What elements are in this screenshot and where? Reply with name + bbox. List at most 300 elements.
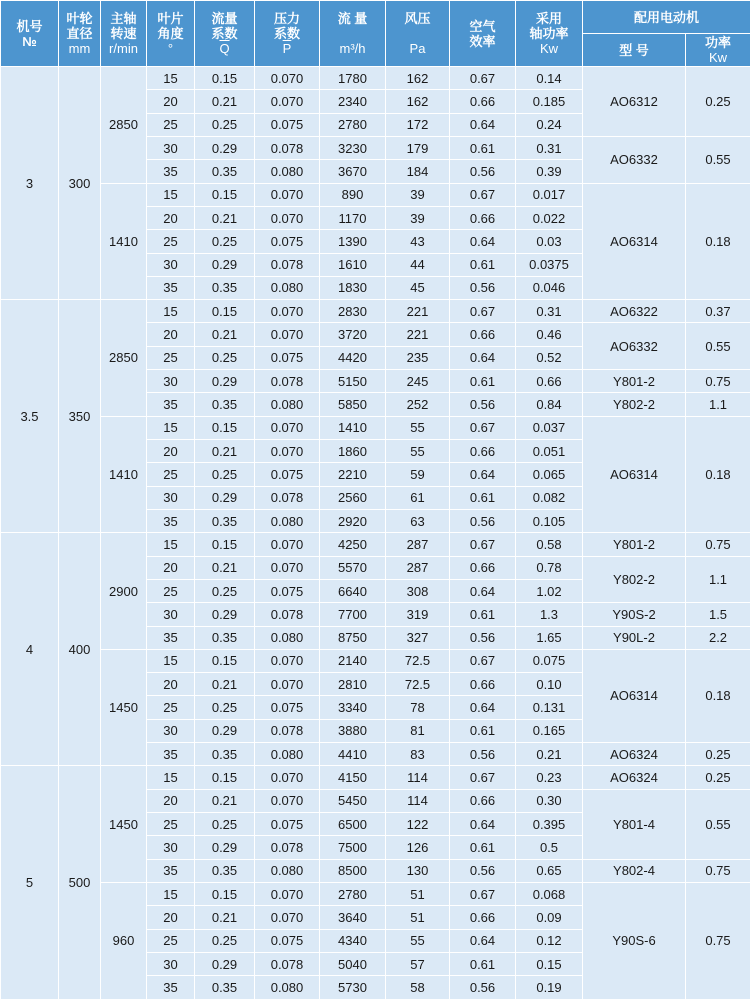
wind-pressure-cell: 122: [386, 813, 450, 836]
blade-angle-cell: 35: [147, 276, 195, 299]
air-efficiency-cell: 0.61: [450, 136, 516, 159]
wind-pressure-cell: 57: [386, 952, 450, 975]
wind-pressure-cell: 245: [386, 370, 450, 393]
flow-coefficient-cell: 0.21: [195, 206, 255, 229]
shaft-power-cell: 0.082: [516, 486, 583, 509]
header-pressure-coefficient: 压力 系数 $\overline{P}$: [255, 1, 320, 67]
blade-angle-cell: 25: [147, 696, 195, 719]
pressure-coefficient-cell: 0.078: [255, 836, 320, 859]
pressure-coefficient-cell: 0.075: [255, 696, 320, 719]
header-shaft-power: 采用 轴功率 Kw: [516, 1, 583, 67]
flow-rate-cell: 890: [320, 183, 386, 206]
air-efficiency-cell: 0.66: [450, 906, 516, 929]
blade-angle-cell: 15: [147, 416, 195, 439]
shaft-power-cell: 0.09: [516, 906, 583, 929]
table-row: [1, 183, 750, 206]
pressure-coefficient-cell: 0.078: [255, 136, 320, 159]
wind-pressure-cell: 43: [386, 230, 450, 253]
wind-pressure-cell: 39: [386, 183, 450, 206]
shaft-power-cell: 0.23: [516, 766, 583, 789]
air-efficiency-cell: 0.67: [450, 766, 516, 789]
motor-power-cell: 2.2: [686, 626, 750, 649]
motor-model-cell: AO6332: [583, 136, 686, 183]
shaft-speed-cell: 1410: [101, 416, 147, 533]
blade-angle-cell: 15: [147, 649, 195, 672]
shaft-power-cell: 0.24: [516, 113, 583, 136]
wind-pressure-cell: 61: [386, 486, 450, 509]
flow-rate-cell: 2810: [320, 673, 386, 696]
pressure-coefficient-cell: 0.075: [255, 113, 320, 136]
flow-rate-cell: 3880: [320, 719, 386, 742]
shaft-power-cell: 0.068: [516, 882, 583, 905]
air-efficiency-cell: 0.56: [450, 976, 516, 1000]
motor-power-cell: 0.18: [686, 649, 750, 742]
flow-coefficient-cell: 0.15: [195, 183, 255, 206]
shaft-power-cell: 0.0375: [516, 253, 583, 276]
flow-rate-cell: 3720: [320, 323, 386, 346]
air-efficiency-cell: 0.64: [450, 346, 516, 369]
flow-coefficient-cell: 0.15: [195, 766, 255, 789]
pressure-coefficient-cell: 0.070: [255, 90, 320, 113]
shaft-power-cell: 0.017: [516, 183, 583, 206]
flow-coefficient-cell: 0.15: [195, 300, 255, 323]
flow-coefficient-cell: 0.35: [195, 160, 255, 183]
flow-rate-cell: 2140: [320, 649, 386, 672]
blade-angle-cell: 20: [147, 789, 195, 812]
pressure-coefficient-cell: 0.078: [255, 486, 320, 509]
motor-power-cell: 0.25: [686, 743, 750, 766]
pressure-coefficient-cell: 0.078: [255, 719, 320, 742]
blade-angle-cell: 30: [147, 136, 195, 159]
pressure-coefficient-cell: 0.070: [255, 323, 320, 346]
pressure-coefficient-cell: 0.080: [255, 743, 320, 766]
blade-angle-cell: 25: [147, 579, 195, 602]
blade-angle-cell: 15: [147, 766, 195, 789]
shaft-speed-cell: 960: [101, 882, 147, 999]
shaft-power-cell: 0.046: [516, 276, 583, 299]
flow-coefficient-cell: 0.29: [195, 486, 255, 509]
air-efficiency-cell: 0.64: [450, 929, 516, 952]
machine-no-cell: 3: [1, 67, 59, 300]
flow-rate-cell: 3230: [320, 136, 386, 159]
shaft-power-cell: 0.19: [516, 976, 583, 1000]
pressure-coefficient-cell: 0.070: [255, 766, 320, 789]
motor-power-cell: 0.75: [686, 859, 750, 882]
flow-coefficient-cell: 0.21: [195, 90, 255, 113]
motor-model-cell: AO6332: [583, 323, 686, 370]
wind-pressure-cell: 44: [386, 253, 450, 276]
motor-model-cell: Y801-2: [583, 533, 686, 556]
blade-angle-cell: 35: [147, 509, 195, 532]
air-efficiency-cell: 0.66: [450, 90, 516, 113]
wind-pressure-cell: 114: [386, 789, 450, 812]
wind-pressure-cell: 63: [386, 509, 450, 532]
blade-angle-cell: 35: [147, 743, 195, 766]
blade-angle-cell: 30: [147, 836, 195, 859]
air-efficiency-cell: 0.67: [450, 649, 516, 672]
flow-coefficient-cell: 0.15: [195, 416, 255, 439]
pressure-coefficient-cell: 0.070: [255, 206, 320, 229]
motor-power-cell: 1.1: [686, 556, 750, 603]
flow-rate-cell: 4250: [320, 533, 386, 556]
shaft-power-cell: 0.84: [516, 393, 583, 416]
wind-pressure-cell: 51: [386, 906, 450, 929]
shaft-power-cell: 1.02: [516, 579, 583, 602]
flow-rate-cell: 2920: [320, 509, 386, 532]
wind-pressure-cell: 81: [386, 719, 450, 742]
flow-coefficient-cell: 0.35: [195, 509, 255, 532]
motor-power-cell: 0.75: [686, 370, 750, 393]
flow-rate-cell: 4340: [320, 929, 386, 952]
shaft-power-cell: 0.65: [516, 859, 583, 882]
header-air-efficiency: 空气 效率: [450, 1, 516, 67]
flow-rate-cell: 5570: [320, 556, 386, 579]
flow-coefficient-cell: 0.29: [195, 719, 255, 742]
motor-model-cell: AO6324: [583, 743, 686, 766]
flow-rate-cell: 6500: [320, 813, 386, 836]
air-efficiency-cell: 0.67: [450, 67, 516, 90]
wind-pressure-cell: 179: [386, 136, 450, 159]
shaft-power-cell: 0.15: [516, 952, 583, 975]
impeller-diameter-cell: 350: [59, 300, 101, 533]
air-efficiency-cell: 0.64: [450, 113, 516, 136]
flow-coefficient-cell: 0.21: [195, 789, 255, 812]
flow-coefficient-cell: 0.29: [195, 370, 255, 393]
flow-rate-cell: 4420: [320, 346, 386, 369]
motor-model-cell: Y802-2: [583, 393, 686, 416]
wind-pressure-cell: 172: [386, 113, 450, 136]
air-efficiency-cell: 0.64: [450, 463, 516, 486]
air-efficiency-cell: 0.67: [450, 882, 516, 905]
wind-pressure-cell: 45: [386, 276, 450, 299]
blade-angle-cell: 25: [147, 113, 195, 136]
pressure-coefficient-cell: 0.070: [255, 649, 320, 672]
shaft-speed-cell: 2850: [101, 300, 147, 417]
air-efficiency-cell: 0.61: [450, 952, 516, 975]
air-efficiency-cell: 0.56: [450, 160, 516, 183]
shaft-power-cell: 0.5: [516, 836, 583, 859]
air-efficiency-cell: 0.67: [450, 300, 516, 323]
pressure-coefficient-cell: 0.080: [255, 976, 320, 1000]
flow-coefficient-cell: 0.29: [195, 253, 255, 276]
table-row: [1, 416, 750, 439]
air-efficiency-cell: 0.56: [450, 626, 516, 649]
flow-coefficient-cell: 0.21: [195, 323, 255, 346]
blade-angle-cell: 20: [147, 440, 195, 463]
shaft-power-cell: 0.39: [516, 160, 583, 183]
flow-rate-cell: 3670: [320, 160, 386, 183]
flow-rate-cell: 2340: [320, 90, 386, 113]
shaft-speed-cell: 2850: [101, 67, 147, 184]
motor-power-cell: 1.1: [686, 393, 750, 416]
flow-coefficient-cell: 0.29: [195, 603, 255, 626]
blade-angle-cell: 25: [147, 346, 195, 369]
flow-rate-cell: 4150: [320, 766, 386, 789]
flow-coefficient-cell: 0.21: [195, 673, 255, 696]
shaft-power-cell: 0.131: [516, 696, 583, 719]
shaft-power-cell: 0.395: [516, 813, 583, 836]
impeller-diameter-cell: 400: [59, 533, 101, 766]
blade-angle-cell: 25: [147, 230, 195, 253]
flow-rate-cell: 2210: [320, 463, 386, 486]
motor-model-cell: Y801-4: [583, 789, 686, 859]
flow-rate-cell: 1860: [320, 440, 386, 463]
pressure-coefficient-cell: 0.080: [255, 160, 320, 183]
air-efficiency-cell: 0.56: [450, 743, 516, 766]
motor-power-cell: 0.18: [686, 416, 750, 533]
flow-coefficient-cell: 0.25: [195, 463, 255, 486]
shaft-power-cell: 0.185: [516, 90, 583, 113]
header-flow-rate: 流 量 m³/h: [320, 1, 386, 67]
air-efficiency-cell: 0.56: [450, 509, 516, 532]
wind-pressure-cell: 55: [386, 440, 450, 463]
machine-no-cell: 4: [1, 533, 59, 766]
pressure-coefficient-cell: 0.070: [255, 882, 320, 905]
blade-angle-cell: 30: [147, 486, 195, 509]
table-row: [1, 882, 750, 905]
table-row: [1, 766, 750, 789]
blade-angle-cell: 35: [147, 160, 195, 183]
shaft-power-cell: 0.14: [516, 67, 583, 90]
blade-angle-cell: 20: [147, 556, 195, 579]
motor-model-cell: Y802-2: [583, 556, 686, 603]
pressure-coefficient-cell: 0.080: [255, 276, 320, 299]
table-row: [1, 533, 750, 556]
pressure-coefficient-cell: 0.070: [255, 416, 320, 439]
wind-pressure-cell: 58: [386, 976, 450, 1000]
flow-coefficient-cell: 0.15: [195, 882, 255, 905]
header-blade-angle: 叶片 角度 °: [147, 1, 195, 67]
air-efficiency-cell: 0.56: [450, 393, 516, 416]
motor-model-cell: Y90S-6: [583, 882, 686, 999]
shaft-power-cell: 0.66: [516, 370, 583, 393]
flow-rate-cell: 7700: [320, 603, 386, 626]
air-efficiency-cell: 0.66: [450, 440, 516, 463]
blade-angle-cell: 25: [147, 463, 195, 486]
wind-pressure-cell: 78: [386, 696, 450, 719]
flow-rate-cell: 1610: [320, 253, 386, 276]
pressure-coefficient-cell: 0.070: [255, 183, 320, 206]
shaft-power-cell: 0.12: [516, 929, 583, 952]
flow-coefficient-cell: 0.25: [195, 696, 255, 719]
motor-model-cell: Y801-2: [583, 370, 686, 393]
blade-angle-cell: 15: [147, 183, 195, 206]
air-efficiency-cell: 0.61: [450, 486, 516, 509]
air-efficiency-cell: 0.61: [450, 253, 516, 276]
wind-pressure-cell: 51: [386, 882, 450, 905]
wind-pressure-cell: 221: [386, 323, 450, 346]
wind-pressure-cell: 55: [386, 416, 450, 439]
shaft-power-cell: 0.58: [516, 533, 583, 556]
pressure-coefficient-cell: 0.080: [255, 393, 320, 416]
pressure-coefficient-cell: 0.080: [255, 509, 320, 532]
motor-power-cell: 0.55: [686, 136, 750, 183]
shaft-power-cell: 0.31: [516, 136, 583, 159]
header-flow-coefficient: 流量 系数 $\overline{Q}$: [195, 1, 255, 67]
motor-model-cell: AO6314: [583, 183, 686, 300]
flow-rate-cell: 1830: [320, 276, 386, 299]
shaft-power-cell: 0.022: [516, 206, 583, 229]
air-efficiency-cell: 0.64: [450, 813, 516, 836]
blade-angle-cell: 25: [147, 929, 195, 952]
pressure-coefficient-cell: 0.078: [255, 253, 320, 276]
flow-coefficient-cell: 0.29: [195, 136, 255, 159]
shaft-speed-cell: 1450: [101, 649, 147, 766]
flow-coefficient-cell: 0.25: [195, 813, 255, 836]
shaft-speed-cell: 1450: [101, 766, 147, 883]
motor-power-cell: 1.5: [686, 603, 750, 626]
blade-angle-cell: 20: [147, 906, 195, 929]
blade-angle-cell: 15: [147, 67, 195, 90]
wind-pressure-cell: 83: [386, 743, 450, 766]
wind-pressure-cell: 235: [386, 346, 450, 369]
shaft-power-cell: 0.52: [516, 346, 583, 369]
flow-rate-cell: 5450: [320, 789, 386, 812]
shaft-power-cell: 0.46: [516, 323, 583, 346]
flow-coefficient-cell: 0.15: [195, 649, 255, 672]
motor-power-cell: 0.18: [686, 183, 750, 300]
header-wind-pressure: 风压 Pa: [386, 1, 450, 67]
wind-pressure-cell: 287: [386, 556, 450, 579]
pressure-coefficient-cell: 0.075: [255, 463, 320, 486]
wind-pressure-cell: 55: [386, 929, 450, 952]
flow-rate-cell: 2780: [320, 882, 386, 905]
shaft-power-cell: 0.165: [516, 719, 583, 742]
blade-angle-cell: 30: [147, 719, 195, 742]
pressure-coefficient-cell: 0.070: [255, 556, 320, 579]
flow-rate-cell: 5150: [320, 370, 386, 393]
air-efficiency-cell: 0.61: [450, 603, 516, 626]
motor-model-cell: AO6322: [583, 300, 686, 323]
flow-coefficient-cell: 0.35: [195, 626, 255, 649]
motor-power-cell: 0.55: [686, 323, 750, 370]
blade-angle-cell: 20: [147, 673, 195, 696]
flow-rate-cell: 8500: [320, 859, 386, 882]
pressure-coefficient-cell: 0.070: [255, 673, 320, 696]
shaft-power-cell: 0.105: [516, 509, 583, 532]
machine-no-cell: 5: [1, 766, 59, 1000]
pressure-coefficient-cell: 0.080: [255, 859, 320, 882]
flow-coefficient-cell: 0.29: [195, 836, 255, 859]
air-efficiency-cell: 0.64: [450, 696, 516, 719]
wind-pressure-cell: 319: [386, 603, 450, 626]
flow-rate-cell: 1170: [320, 206, 386, 229]
wind-pressure-cell: 39: [386, 206, 450, 229]
air-efficiency-cell: 0.66: [450, 673, 516, 696]
air-efficiency-cell: 0.64: [450, 579, 516, 602]
motor-model-cell: AO6312: [583, 67, 686, 137]
flow-rate-cell: 2830: [320, 300, 386, 323]
flow-coefficient-cell: 0.35: [195, 276, 255, 299]
table-row: [1, 649, 750, 672]
flow-coefficient-cell: 0.25: [195, 230, 255, 253]
wind-pressure-cell: 72.5: [386, 649, 450, 672]
flow-coefficient-cell: 0.21: [195, 556, 255, 579]
flow-coefficient-cell: 0.21: [195, 440, 255, 463]
wind-pressure-cell: 72.5: [386, 673, 450, 696]
flow-coefficient-cell: 0.21: [195, 906, 255, 929]
air-efficiency-cell: 0.67: [450, 183, 516, 206]
wind-pressure-cell: 162: [386, 67, 450, 90]
flow-coefficient-cell: 0.29: [195, 952, 255, 975]
flow-rate-cell: 1410: [320, 416, 386, 439]
blade-angle-cell: 30: [147, 370, 195, 393]
blade-angle-cell: 30: [147, 952, 195, 975]
air-efficiency-cell: 0.66: [450, 323, 516, 346]
motor-model-cell: Y90S-2: [583, 603, 686, 626]
pressure-coefficient-cell: 0.078: [255, 603, 320, 626]
wind-pressure-cell: 327: [386, 626, 450, 649]
flow-rate-cell: 1780: [320, 67, 386, 90]
shaft-speed-cell: 1410: [101, 183, 147, 300]
table-row: [1, 67, 750, 90]
shaft-power-cell: 1.3: [516, 603, 583, 626]
motor-model-cell: Y90L-2: [583, 626, 686, 649]
motor-power-cell: 0.25: [686, 67, 750, 137]
wind-pressure-cell: 126: [386, 836, 450, 859]
blade-angle-cell: 20: [147, 90, 195, 113]
flow-rate-cell: 5730: [320, 976, 386, 1000]
blade-angle-cell: 35: [147, 393, 195, 416]
flow-coefficient-cell: 0.25: [195, 113, 255, 136]
motor-model-cell: AO6314: [583, 416, 686, 533]
air-efficiency-cell: 0.61: [450, 836, 516, 859]
flow-rate-cell: 2560: [320, 486, 386, 509]
flow-coefficient-cell: 0.35: [195, 743, 255, 766]
wind-pressure-cell: 184: [386, 160, 450, 183]
pressure-coefficient-cell: 0.075: [255, 346, 320, 369]
wind-pressure-cell: 221: [386, 300, 450, 323]
header-machine-no: 机号 №: [1, 1, 59, 67]
shaft-speed-cell: 2900: [101, 533, 147, 650]
flow-coefficient-cell: 0.35: [195, 859, 255, 882]
machine-no-cell: 3.5: [1, 300, 59, 533]
air-efficiency-cell: 0.67: [450, 416, 516, 439]
blade-angle-cell: 15: [147, 300, 195, 323]
wind-pressure-cell: 59: [386, 463, 450, 486]
shaft-power-cell: 0.10: [516, 673, 583, 696]
impeller-diameter-cell: 500: [59, 766, 101, 1000]
blade-angle-cell: 35: [147, 976, 195, 1000]
blade-angle-cell: 35: [147, 859, 195, 882]
flow-coefficient-cell: 0.25: [195, 929, 255, 952]
pressure-coefficient-cell: 0.070: [255, 440, 320, 463]
motor-power-cell: 0.55: [686, 789, 750, 859]
flow-rate-cell: 6640: [320, 579, 386, 602]
air-efficiency-cell: 0.66: [450, 206, 516, 229]
motor-power-cell: 0.25: [686, 766, 750, 789]
wind-pressure-cell: 130: [386, 859, 450, 882]
motor-model-cell: Y802-4: [583, 859, 686, 882]
shaft-power-cell: 1.65: [516, 626, 583, 649]
pressure-coefficient-cell: 0.078: [255, 370, 320, 393]
air-efficiency-cell: 0.56: [450, 276, 516, 299]
header-motor-power: 功率 Kw: [686, 34, 750, 67]
shaft-power-cell: 0.03: [516, 230, 583, 253]
wind-pressure-cell: 162: [386, 90, 450, 113]
table-body: [1, 67, 750, 1000]
flow-coefficient-cell: 0.25: [195, 579, 255, 602]
pressure-coefficient-cell: 0.075: [255, 929, 320, 952]
flow-rate-cell: 5040: [320, 952, 386, 975]
motor-model-cell: AO6324: [583, 766, 686, 789]
header-motor: 配用电动机: [583, 1, 750, 34]
flow-rate-cell: 2780: [320, 113, 386, 136]
air-efficiency-cell: 0.67: [450, 533, 516, 556]
flow-rate-cell: 8750: [320, 626, 386, 649]
blade-angle-cell: 30: [147, 603, 195, 626]
blade-angle-cell: 25: [147, 813, 195, 836]
